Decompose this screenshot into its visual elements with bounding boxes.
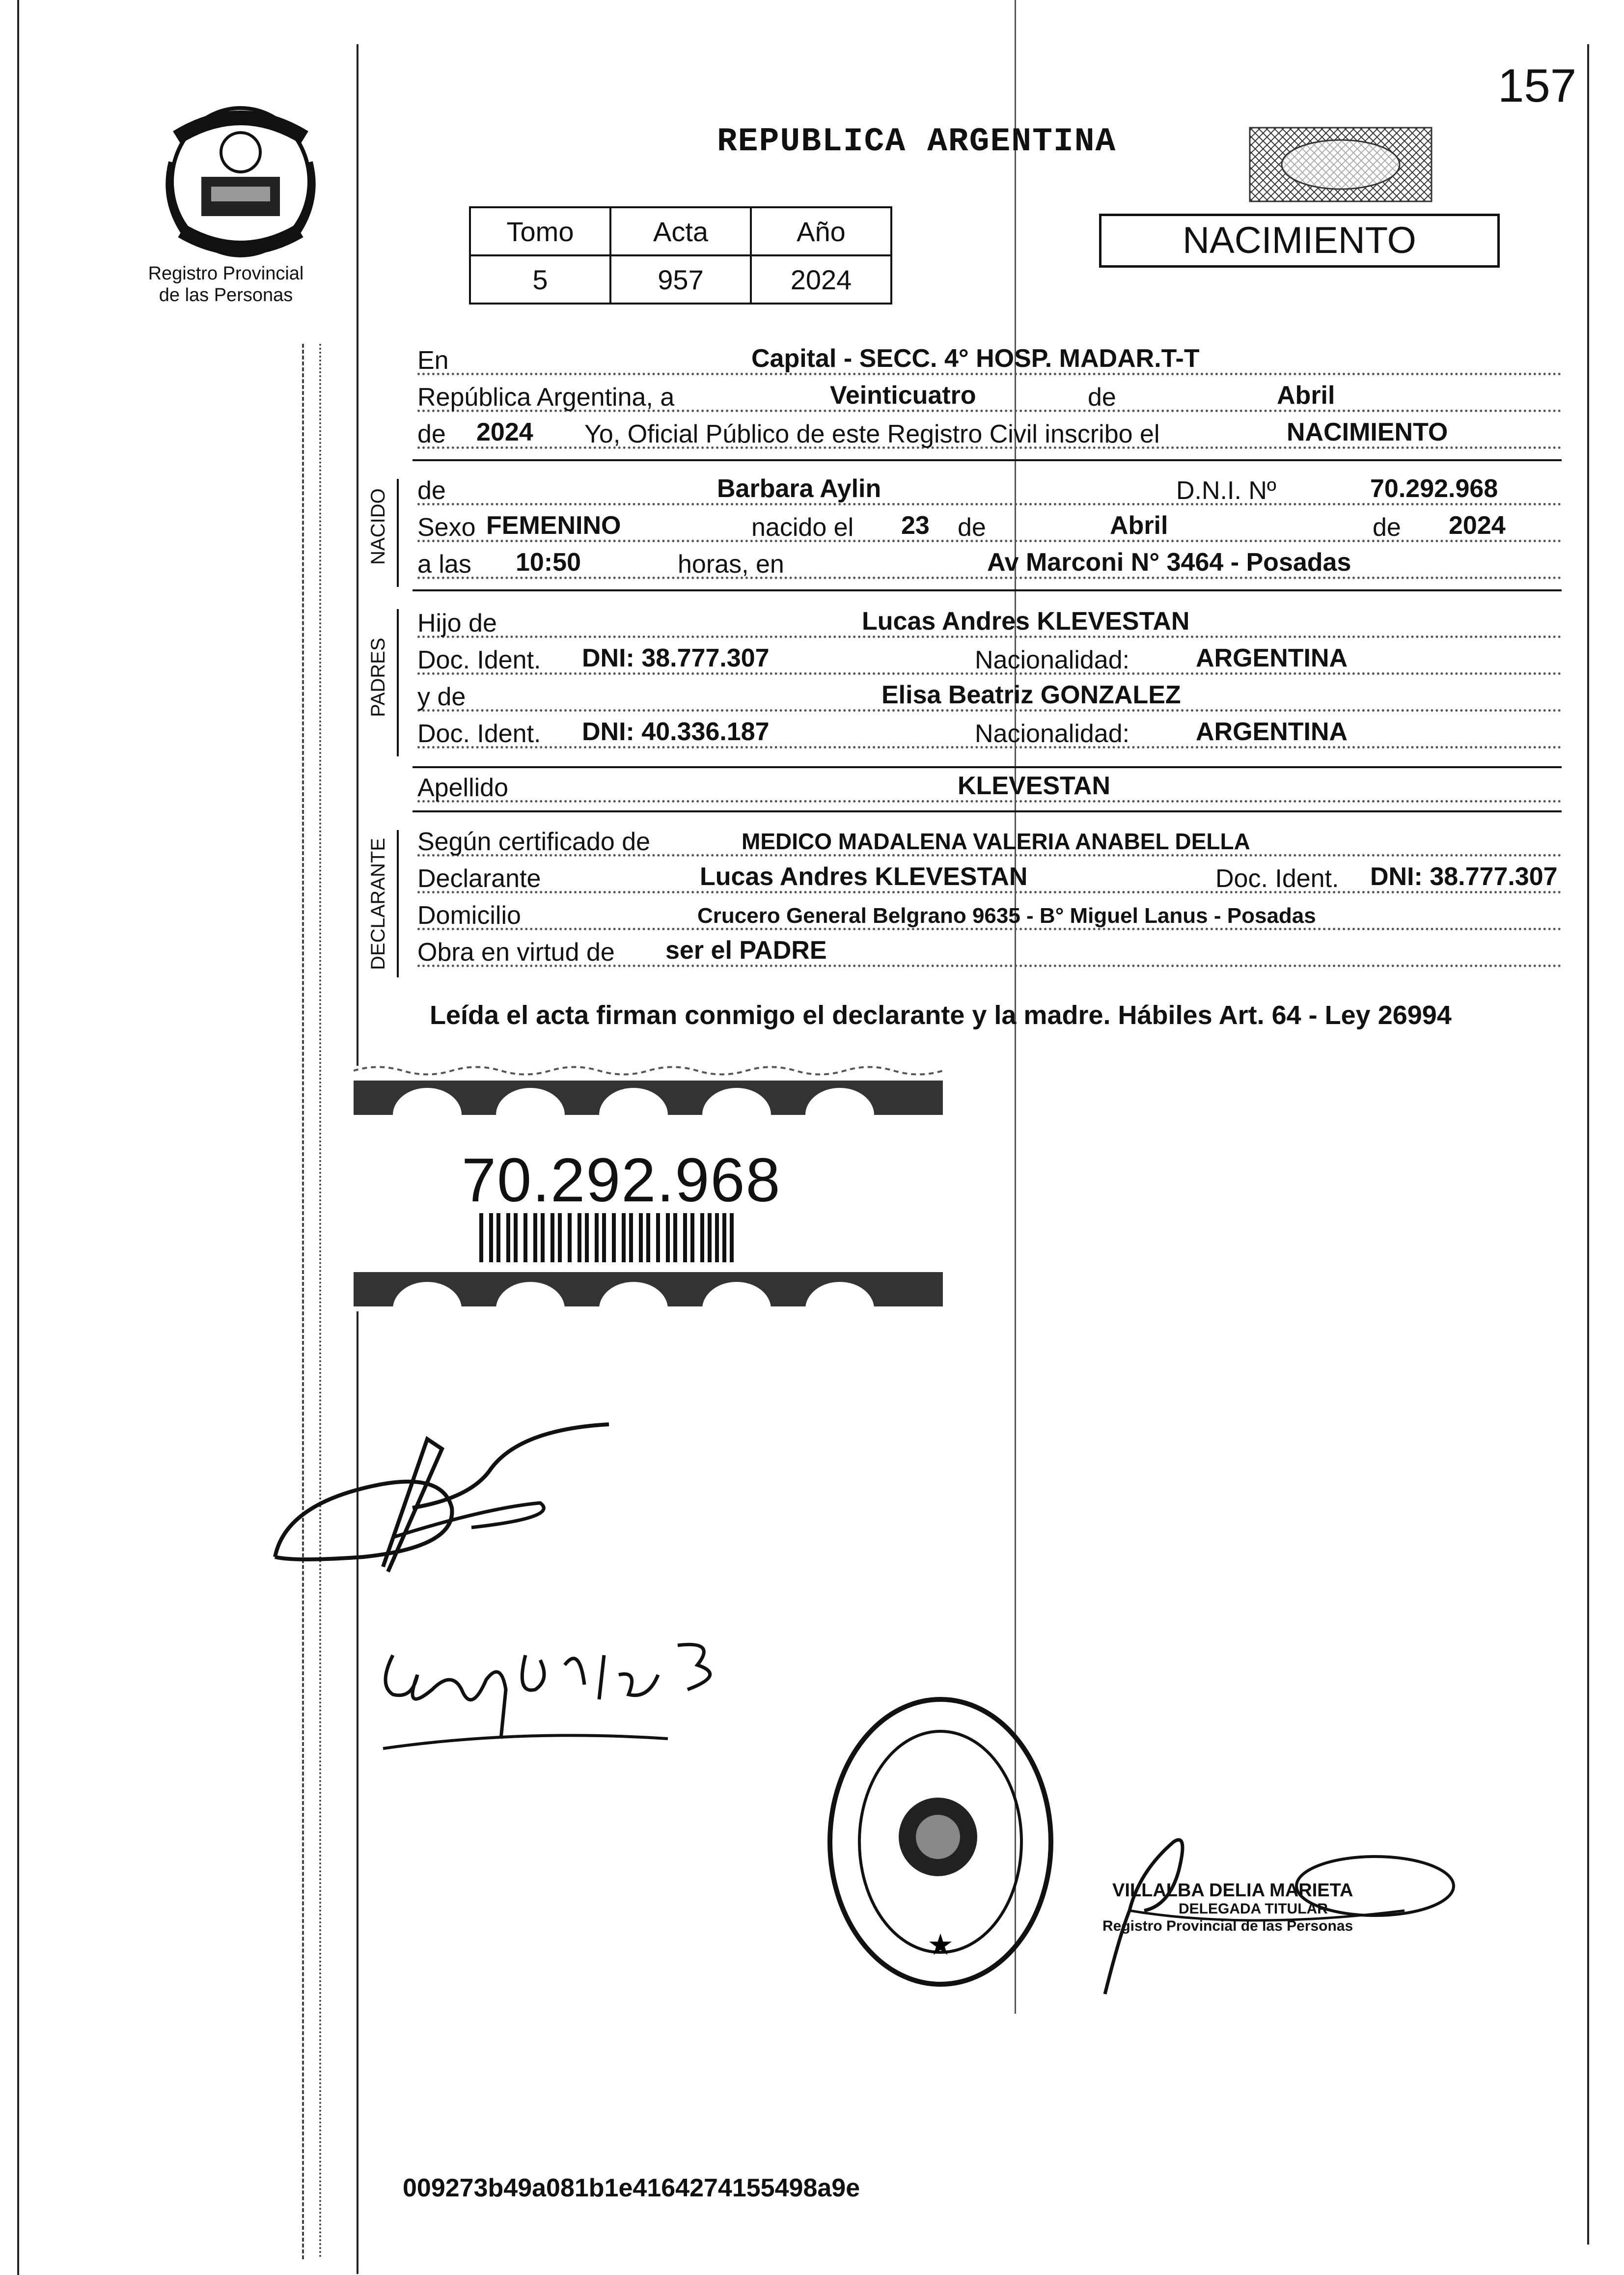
dni-strip-number: 70.292.968 xyxy=(462,1145,781,1215)
value-inscribed: NACIMIENTO xyxy=(1287,418,1448,446)
value-certificate: MEDICO MADALENA VALERIA ANABEL DELLA xyxy=(742,829,1250,854)
province-seal-icon xyxy=(157,103,324,260)
form-line-capacity xyxy=(417,936,1562,970)
label-father-nationality: Nacionalidad: xyxy=(975,646,1130,674)
closing-statement: Leída el acta firman conmigo el declarante y la madre. Hábiles Art. 64 - Ley 26994 xyxy=(430,1000,1452,1030)
table-value-tomo: 5 xyxy=(470,255,610,304)
declarant-signature-icon xyxy=(265,1410,707,1596)
label-official-text: Yo, Oficial Público de este Registro Civil inscribo el xyxy=(584,420,1160,448)
label-obra: Obra en virtud de xyxy=(417,938,615,967)
value-birth-place: Av Marconi N° 3464 - Posadas xyxy=(987,548,1351,577)
label-y-de: y de xyxy=(417,683,466,711)
section-separator xyxy=(413,589,1562,591)
declarante-bracket xyxy=(397,830,399,977)
registry-caption-line1: Registro Provincial xyxy=(148,263,304,284)
value-father: Lucas Andres KLEVESTAN xyxy=(862,607,1190,636)
value-mother-nationality: ARGENTINA xyxy=(1196,718,1348,746)
margin-dashes-2 xyxy=(319,344,321,2259)
form-line-year xyxy=(417,417,1562,452)
label-hijo-de: Hijo de xyxy=(417,609,497,638)
label-en: En xyxy=(417,346,449,375)
side-label-declarante: DECLARANTE xyxy=(367,838,389,970)
label-dni: D.N.I. Nº xyxy=(1176,476,1276,505)
value-father-nationality: ARGENTINA xyxy=(1196,644,1348,672)
label-de-year: de xyxy=(417,420,446,448)
value-declarant-name: Lucas Andres KLEVESTAN xyxy=(700,862,1028,891)
label-mother-nationality: Nacionalidad: xyxy=(975,720,1130,748)
label-certificate: Según certificado de xyxy=(417,828,651,856)
form-line-child-name xyxy=(417,474,1562,508)
form-line-surname xyxy=(417,771,1562,805)
margin-dashes xyxy=(302,344,304,2259)
form-line-mother-doc xyxy=(417,717,1562,751)
registry-caption xyxy=(133,263,319,306)
label-birth-de: de xyxy=(958,513,986,542)
security-pattern-icon xyxy=(1247,125,1434,204)
mother-signature-icon xyxy=(373,1616,737,1763)
page-number: 157 xyxy=(1498,59,1577,112)
label-republic: República Argentina, a xyxy=(417,383,675,412)
table-header-anio: Año xyxy=(751,207,891,255)
form-line-place xyxy=(417,344,1562,378)
label-horas: horas, en xyxy=(678,550,784,579)
value-year: 2024 xyxy=(476,418,533,446)
section-separator xyxy=(413,459,1562,461)
value-apellido: KLEVESTAN xyxy=(958,772,1111,800)
form-line-certificate xyxy=(417,825,1562,860)
label-sexo: Sexo xyxy=(417,513,476,542)
label-birth-de2: de xyxy=(1373,513,1401,542)
label-mother-doc: Doc. Ident. xyxy=(417,720,541,748)
label-de: de xyxy=(1088,383,1116,412)
side-label-nacido: NACIDO xyxy=(367,488,389,565)
value-mother-doc: DNI: 40.336.187 xyxy=(582,718,770,746)
value-child-name: Barbara Aylin xyxy=(717,474,881,503)
form-line-father-doc xyxy=(417,643,1562,678)
label-domicilio: Domicilio xyxy=(417,901,521,930)
label-a-las: a las xyxy=(417,550,471,579)
official-office: Registro Provincial de las Personas xyxy=(1102,1918,1353,1934)
label-nacido-el: nacido el xyxy=(751,513,854,542)
side-label-padres: PADRES xyxy=(367,638,389,717)
table-value-anio: 2024 xyxy=(751,255,891,304)
label-apellido: Apellido xyxy=(417,774,509,802)
value-place: Capital - SECC. 4° HOSP. MADAR.T-T xyxy=(751,344,1200,373)
record-type-box: NACIMIENTO xyxy=(1099,214,1500,268)
section-separator xyxy=(413,766,1562,768)
form-line-address xyxy=(417,899,1562,933)
value-time: 10:50 xyxy=(516,548,581,577)
svg-text:★: ★ xyxy=(927,1928,954,1961)
country-title: REPUBLICA ARGENTINA xyxy=(717,123,1117,161)
table-value-acta: 957 xyxy=(610,255,751,304)
value-capacity: ser el PADRE xyxy=(665,936,827,965)
value-address: Crucero General Belgrano 9635 - B° Miguel Lanus - Posadas xyxy=(697,904,1316,928)
value-month: Abril xyxy=(1277,381,1335,410)
form-line-father xyxy=(417,607,1562,641)
value-declarant-doc: DNI: 38.777.307 xyxy=(1370,862,1558,891)
section-separator xyxy=(413,810,1562,812)
right-margin-line xyxy=(1587,44,1589,2245)
form-line-time xyxy=(417,548,1562,582)
table-header-tomo: Tomo xyxy=(470,207,610,255)
value-sexo: FEMENINO xyxy=(486,511,621,540)
official-stamp-icon xyxy=(823,1690,1058,1994)
value-father-doc: DNI: 38.777.307 xyxy=(582,644,770,672)
form-line-mother xyxy=(417,680,1562,715)
value-birth-year: 2024 xyxy=(1449,511,1506,540)
nacido-bracket xyxy=(397,479,399,587)
left-margin-line xyxy=(17,0,19,2275)
table-header-acta: Acta xyxy=(610,207,751,255)
document-hash: 009273b49a081b1e4164274155498a9e xyxy=(403,2174,860,2202)
official-role: DELEGADA TITULAR xyxy=(1179,1901,1328,1917)
value-child-dni: 70.292.968 xyxy=(1370,474,1498,503)
registry-caption-line2: de las Personas xyxy=(159,285,293,305)
label-declarant-doc: Doc. Ident. xyxy=(1215,864,1339,893)
value-day-words: Veinticuatro xyxy=(830,381,976,410)
value-birth-month: Abril xyxy=(1110,511,1168,540)
register-table xyxy=(469,206,892,305)
label-declarante: Declarante xyxy=(417,864,541,893)
form-line-date xyxy=(417,381,1562,415)
form-line-sex xyxy=(417,511,1562,545)
value-birth-day: 23 xyxy=(901,511,930,540)
label-child-de: de xyxy=(417,476,446,505)
label-father-doc: Doc. Ident. xyxy=(417,646,541,674)
value-mother: Elisa Beatriz GONZALEZ xyxy=(881,681,1181,709)
padres-bracket xyxy=(397,609,399,756)
form-line-declarant xyxy=(417,862,1562,896)
official-name: VILLALBA DELIA MARIETA xyxy=(1112,1880,1353,1901)
